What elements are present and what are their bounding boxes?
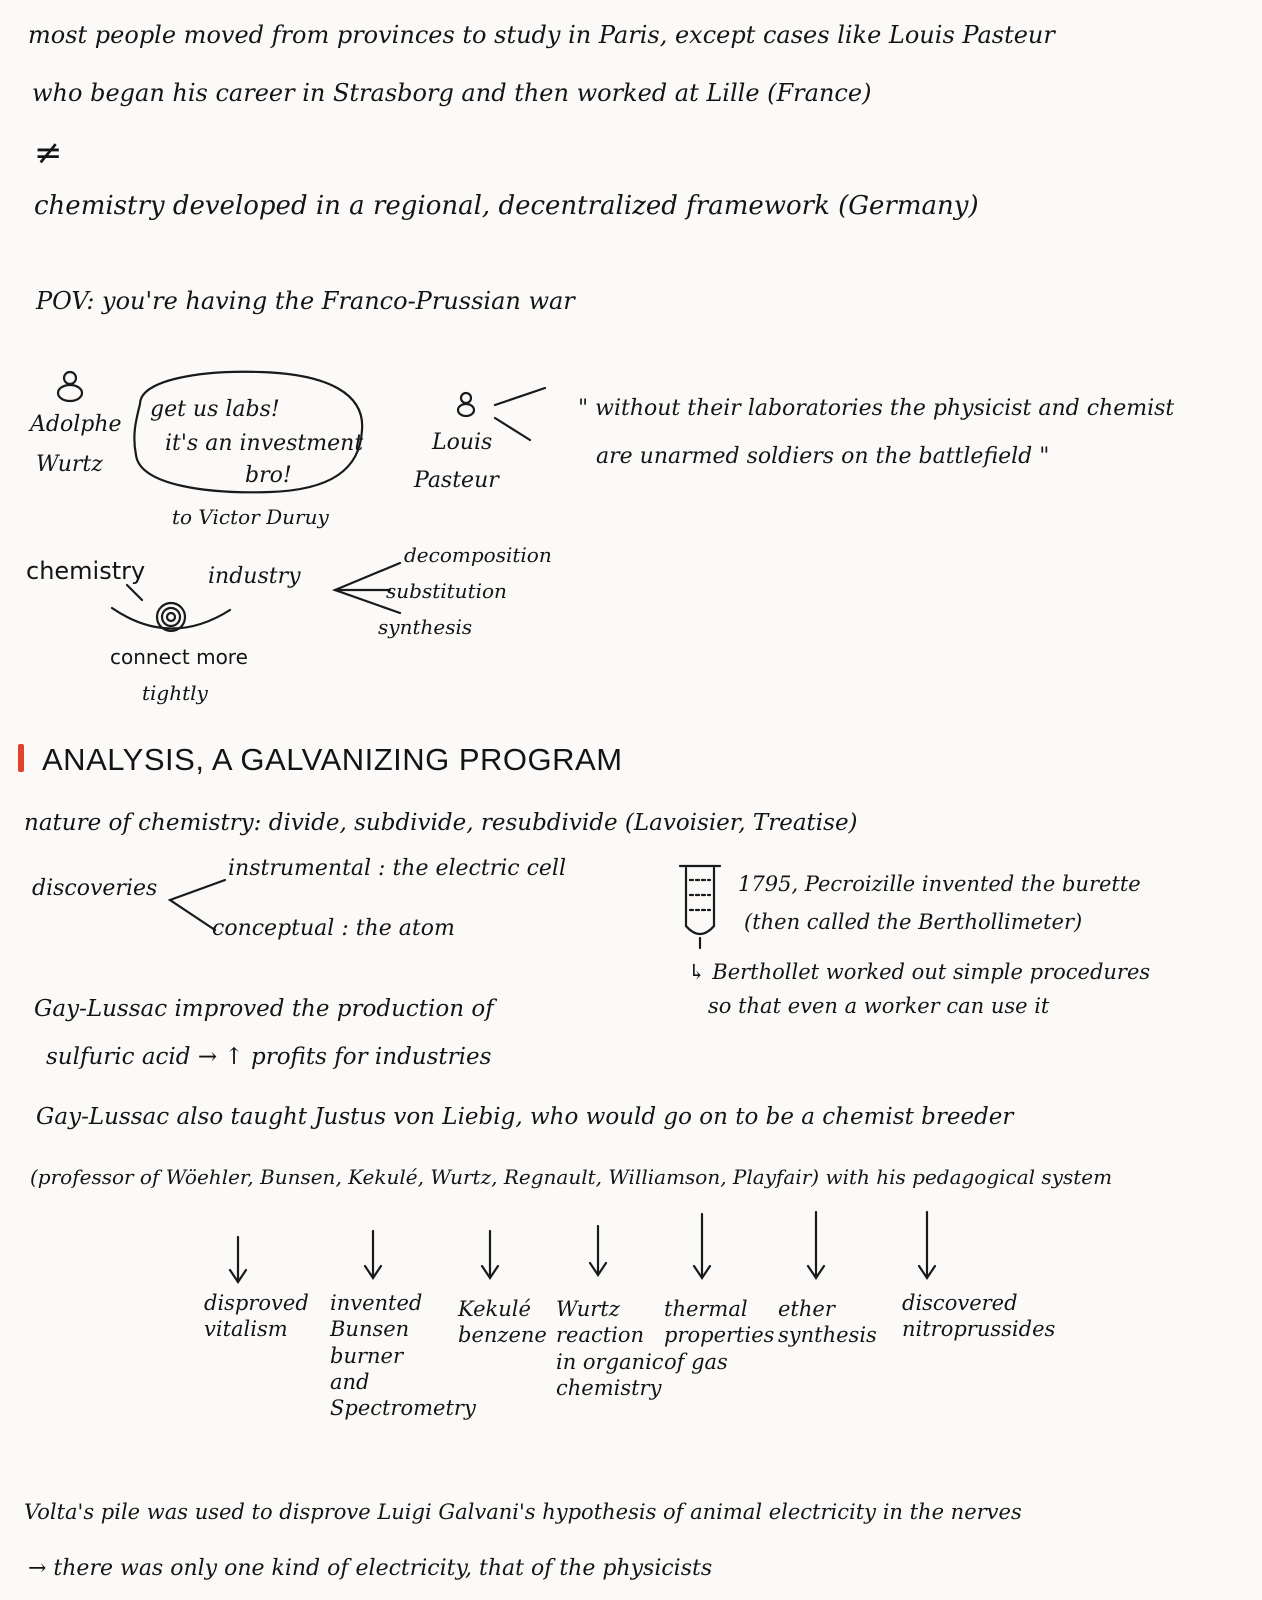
- not-equal-symbol: ≠: [34, 133, 63, 173]
- burette-icon: [680, 866, 720, 948]
- bubble-recipient: to Victor Duruy: [172, 505, 329, 529]
- wurtz-name-first: Adolphe: [30, 412, 122, 437]
- gay-lussac-liebig-line: Gay-Lussac also taught Justus von Liebig, who would go on to be a chemist breeder: [36, 1104, 1014, 1130]
- tightly-label: tightly: [142, 681, 208, 705]
- bubble-line-2: it's an investment: [165, 431, 364, 456]
- pasteur-quote-line-2: are unarmed soldiers on the battlefield ": [596, 444, 1050, 469]
- bubble-line-3: bro!: [245, 463, 292, 488]
- volta-line-1: Volta's pile was used to disprove Luigi Galvani's hypothesis of animal electricity in the nerves: [24, 1500, 1022, 1524]
- student-col-playfair: discovered nitroprussides: [902, 1291, 1056, 1342]
- gay-lussac-line-2: sulfuric acid → ↑ profits for industries: [46, 1044, 492, 1070]
- note-line-2: who began his career in Strasborg and then worked at Lille (France): [32, 79, 872, 107]
- note-line-3: chemistry developed in a regional, decentralized framework (Germany): [34, 191, 979, 221]
- wurtz-name-last: Wurtz: [36, 452, 103, 477]
- student-col-williamson: ether synthesis: [778, 1297, 877, 1348]
- berthollet-line-2: so that even a worker can use it: [708, 994, 1050, 1018]
- student-col-woehler: disproved vitalism: [204, 1291, 309, 1342]
- pasteur-name-first: Louis: [432, 430, 493, 455]
- wurtz-figure-icon: [58, 372, 82, 401]
- bubble-line-1: get us labs!: [150, 397, 280, 422]
- note-line-4: POV: you're having the Franco-Prussian war: [36, 287, 575, 315]
- student-arrows: [230, 1212, 935, 1282]
- branch-decomposition: decomposition: [404, 543, 552, 567]
- student-col-bunsen: invented Bunsen burner and Spectrometry: [330, 1291, 476, 1420]
- note-line-1: most people moved from provinces to study in Paris, except cases like Louis Pasteur: [28, 21, 1055, 49]
- burette-line-2: (then called the Berthollimeter): [744, 910, 1083, 934]
- branch-synthesis: synthesis: [378, 615, 473, 639]
- pasteur-figure-icon: [458, 393, 474, 416]
- instrumental-line: instrumental : the electric cell: [228, 856, 567, 881]
- conceptual-line: conceptual : the atom: [212, 916, 455, 941]
- pasteur-quote-line-1: " without their laboratories the physicist and chemist: [578, 396, 1175, 421]
- section-heading: ANALYSIS, A GALVANIZING PROGRAM: [42, 742, 623, 777]
- student-col-wurtz: Wurtz reaction in organic chemistry: [556, 1297, 664, 1400]
- branch-substitution: substitution: [386, 579, 507, 603]
- spiral-icon: [157, 603, 185, 631]
- burette-line-1: 1795, Pecroizille invented the burette: [738, 872, 1141, 896]
- pasteur-name-last: Pasteur: [414, 468, 499, 493]
- nature-line: nature of chemistry: divide, subdivide, resubdivide (Lavoisier, Treatise): [24, 810, 858, 836]
- connect-more-label: connect more: [110, 645, 248, 669]
- liebig-students-line: (professor of Wöehler, Bunsen, Kekulé, Wurtz, Regnault, Williamson, Playfair) with his pedagogical system: [30, 1165, 1113, 1189]
- heading-marker: [18, 744, 24, 772]
- discoveries-label: discoveries: [32, 876, 158, 901]
- student-col-regnault: thermal properties of gas: [664, 1297, 775, 1374]
- chemistry-label: chemistry: [26, 557, 146, 585]
- gay-lussac-line-1: Gay-Lussac improved the production of: [34, 996, 494, 1022]
- berthollet-line-1: ↳ Berthollet worked out simple procedures: [688, 960, 1151, 984]
- volta-line-2: → there was only one kind of electricity, that of the physicists: [28, 1556, 713, 1581]
- industry-label: industry: [208, 564, 301, 589]
- student-col-kekule: Kekulé benzene: [458, 1297, 547, 1348]
